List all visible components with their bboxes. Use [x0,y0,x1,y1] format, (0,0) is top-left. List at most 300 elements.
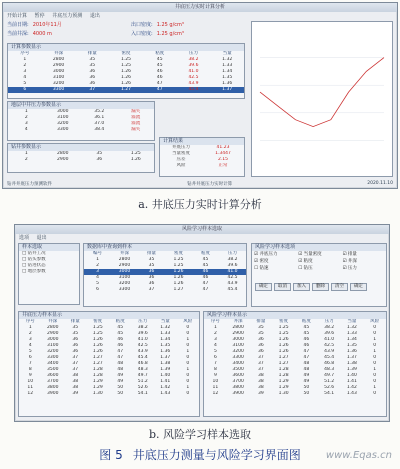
menu-options[interactable]: 选项 [19,235,30,241]
risk-sample-table-cell: 1.27 [278,361,289,366]
pressure-chart [251,21,393,177]
calc-table-cell: 3100 [52,75,65,80]
pressure-sample-table-cell: 41.0 [137,337,148,342]
drill-table-cell: 1.26 [130,157,141,162]
calc-table-cell: 35 [89,57,96,62]
pressure-sample-table-cell: 1.28 [92,373,103,378]
calc-table-cell: 36 [89,75,96,80]
risk-table-cell: 漏失 [131,109,141,114]
calc-table-cell: 45 [156,57,163,62]
pressure-sample-table-cell: 0 [186,331,190,336]
pressure-sample-table-cell: 52.6 [137,385,148,390]
risk-sample-table-cell: 46.8 [324,361,335,366]
risk-sample-table-cell: 0 [373,355,377,360]
pressure-sample-table-cell: 1.27 [92,355,103,360]
pressure-sample-table-cell: 3500 [47,367,59,372]
pressure-sample-table-cell: 0 [186,379,190,384]
pressure-sample-table-cell: 1.26 [92,337,103,342]
menu-start-calc[interactable]: 开始计算 [7,13,28,19]
query-table-cell: 47 [202,281,209,286]
pressure-sample-table-cell: 3300 [47,355,59,360]
calc-table-cell: 1.35 [222,75,233,80]
risk-sample-table-cell: 1.26 [278,343,289,348]
risk-table-cell: 4 [24,127,28,132]
risk-sample-table-cell: 6 [213,355,217,360]
risk-sample-table-cell: 1.25 [278,325,289,330]
calc-table-cell: 39.6 [188,63,199,68]
pressure-sample-table-cell: 48.3 [137,367,148,372]
menu-pause[interactable]: 暂停 [34,13,45,19]
pressure-sample-table-cell: 1.26 [92,343,103,348]
pressure-sample-table-row[interactable] [19,391,199,397]
risk-sample-table-cell: 1.34 [346,337,357,342]
calc-table-cell: 1.26 [121,69,132,74]
risk-sample-table-cell: 37 [258,355,264,360]
calc-table-cell: 3 [23,69,27,74]
query-table-cell: 2800 [118,257,131,262]
risk-sample-table-cell: 47 [303,355,310,360]
info-fields [7,21,127,39]
drill-panel-title: 钻井参数显示 [8,144,154,151]
risk-sample-table-cell: 4 [213,343,217,348]
risk-sample-table-cell: 51.2 [324,379,335,384]
pressure-sample-table-cell: 1.29 [92,379,103,384]
query-table-cell: 3300 [118,287,131,292]
query-table-cell: 1.26 [173,281,184,286]
pressure-sample-table-cell: 3700 [47,379,59,384]
calc-table-cell: 36 [89,69,96,74]
window-b-menubar [15,234,389,242]
pressure-sample-table-cell: 3400 [47,361,59,366]
pressure-sample-table-cell: 2800 [47,325,59,330]
risk-sample-table-cell: 49 [303,373,310,378]
pressure-sample-table-cell: 1.26 [92,349,103,354]
tree-item-label: □ 钻头参数 [22,257,46,262]
query-table-cell: 46 [202,275,209,280]
option-checkbox[interactable]: ☑ 密度 [254,259,269,264]
calc-table-cell: 1.25 [121,57,132,62]
option-button[interactable]: 确定 [255,283,272,291]
pressure-sample-table-cell: 36 [72,337,79,342]
risk-sample-table-row[interactable] [204,391,386,397]
pressure-sample-table-cell: 46 [117,337,124,342]
risk-sample-table-cell: 3600 [232,373,244,378]
risk-sample-table-cell: 35 [258,331,264,336]
drill-table-cell: 1 [24,151,28,156]
option-checkbox[interactable]: ☑ 排量 [342,252,357,257]
calc-table-cell: 36 [89,81,96,86]
pressure-sample-table-cell: 1.39 [160,367,171,372]
query-table-title: 数据库中查询到样本 [84,244,246,251]
window-a-menubar [3,12,397,20]
calc-table-cell: 45.4 [188,87,199,92]
pressure-sample-table-cell: 1.43 [160,391,171,396]
caption-b: b. 风险学习样本选取 [148,428,252,441]
option-checkbox[interactable]: ☑ 压力 [342,266,357,271]
drill-table-cell: 1.25 [130,151,141,156]
pressure-sample-table-cell: 36 [72,343,79,348]
risk-sample-table-cell: 1.41 [346,379,357,384]
risk-sample-table-cell: 42.5 [324,343,335,348]
risk-sample-table-cell: 52.6 [324,385,335,390]
calc-table-cell: 41.0 [188,69,199,74]
pressure-sample-table-cell: 43.9 [137,349,148,354]
risk-sample-table-cell: 1.35 [346,343,357,348]
query-table-cell: 6 [96,287,99,292]
query-table-cell: 37 [148,287,155,292]
calc-table-cell: 1.37 [222,87,233,92]
result-value: 1.3447 [215,151,231,156]
risk-sample-table-cell: 1.28 [278,373,289,378]
status-mid: 钻井井底压力实时计算 [187,182,233,187]
calc-table-cell: 1.36 [222,81,233,86]
calc-table-cell: 2900 [52,63,65,68]
risk-sample-table-cell: 3000 [232,337,244,342]
pressure-sample-table-cell: 49.7 [137,373,148,378]
watermark: www.Eqas.cn [325,450,392,461]
risk-sample-table-cell: 49.7 [324,373,335,378]
pressure-sample-table-cell: 1.25 [92,331,103,336]
result-value: 2.15 [217,157,229,162]
pressure-sample-table-cell: 3 [28,337,32,342]
query-table-cell: 36 [148,269,155,274]
calc-table-cell: 46 [156,75,163,80]
drill-table-cell: 36 [96,157,103,162]
query-table-cell: 45.4 [227,287,238,292]
risk-sample-table-cell: 50 [303,391,310,396]
query-table-cell: 2 [96,263,99,268]
field-out-density: 出口密度: 1.25 g/cm³ [131,22,184,28]
calc-table-header: 序号 井深 排量 密度 粘度 压力 当量 [20,51,232,56]
pressure-sample-table-cell: 37 [72,367,79,372]
option-button[interactable]: 清空 [331,283,348,291]
risk-table-cell: 1 [24,109,28,114]
risk-table-row[interactable] [8,127,154,133]
option-button[interactable]: 取消 [274,283,291,291]
risk-panel-title: 地层中井压力参数显示 [8,102,154,109]
menu-exit-b[interactable]: 退出 [36,235,47,241]
pressure-sample-table-cell: 1 [186,349,190,354]
query-table-cell: 47 [202,287,209,292]
risk-table-cell: 溢流 [131,121,141,126]
pressure-sample-table-cell: 8 [28,367,32,372]
risk-params-panel [7,101,155,141]
pressure-sample-table-cell: 39.6 [137,331,148,336]
risk-sample-panel [203,311,387,417]
risk-sample-table-cell: 10 [212,379,219,384]
option-checkbox[interactable]: ☑ 井底压力 [254,252,278,257]
menu-predict[interactable]: 井底压力预测 [52,13,83,19]
pressure-sample-table-cell: 3800 [47,385,59,390]
pressure-sample-table-cell: 1.41 [160,379,171,384]
option-checkbox[interactable]: ☑ 当量密度 [298,252,322,257]
risk-sample-table-cell: 11 [212,385,219,390]
options-title: 风险学习样本选项 [252,244,386,251]
risk-table-cell: 漏失 [131,127,141,132]
query-table-cell: 39.6 [227,263,238,268]
pressure-sample-table-cell: 46.8 [137,361,148,366]
risk-sample-table-cell: 38 [258,385,264,390]
pressure-line [260,58,384,127]
tree-item-label: □ 钻井工况 [22,251,46,256]
pressure-sample-table-cell: 49 [117,373,124,378]
figure-title: 井底压力测量与风险学习界面图 [132,448,301,462]
option-checkbox[interactable]: ☐ 钻速 [254,266,269,271]
result-label: 风险 [176,163,186,168]
density-fields [131,21,231,39]
query-table-cell: 1.25 [173,257,184,262]
risk-sample-table-cell: 1 [373,367,377,372]
pressure-sample-table-cell: 1.42 [160,385,171,390]
pressure-sample-table-cell: 38.2 [137,325,148,330]
risk-table-cell: 37.0 [94,121,105,126]
risk-sample-table-cell: 1.26 [278,349,289,354]
pressure-sample-table-cell: 42.5 [137,343,148,348]
risk-sample-table-cell: 1.30 [278,391,289,396]
pressure-sample-table-cell: 38 [72,373,79,378]
risk-sample-table-cell: 1 [373,385,377,390]
right-table-header: 序号 井深 排量 密度 粘度 压力 当量 风险 [210,319,380,324]
risk-sample-table-cell: 35 [258,325,264,330]
pressure-sample-table-cell: 37 [72,361,79,366]
calc-table-cell: 42.5 [188,75,199,80]
pressure-sample-table-cell: 11 [27,385,34,390]
risk-sample-table-cell: 37 [258,367,264,372]
calc-table-cell: 43.9 [188,81,199,86]
risk-sample-table-cell: 38.2 [324,325,335,330]
pressure-sample-table-cell: 50 [117,391,124,396]
query-table-cell: 42.5 [227,275,238,280]
window-a-title: 井底压力实时计算分析 [3,3,397,12]
query-table-cell: 4 [96,275,99,280]
risk-sample-table-cell: 37 [258,361,264,366]
query-table-cell: 3200 [118,281,131,286]
risk-table-cell: 38.4 [94,127,105,132]
risk-sample-table-cell: 2 [213,331,217,336]
calc-table-cell: 4 [23,75,27,80]
pressure-sample-table-cell: 0 [186,391,190,396]
risk-sample-table-cell: 12 [212,391,219,396]
window-pressure-analysis [2,2,398,189]
risk-sample-table-cell: 1.25 [278,331,289,336]
risk-table-cell: 3300 [57,127,69,132]
risk-sample-table-cell: 1.26 [278,337,289,342]
calc-table-cell: 1.25 [121,63,132,68]
risk-table-cell: 3000 [57,109,69,114]
drill-table-cell: 35 [96,151,103,156]
pressure-sample-table-cell: 1.36 [160,349,171,354]
tree-item[interactable] [19,269,79,275]
risk-sample-table-cell: 45 [303,325,310,330]
calc-result-panel [159,137,245,177]
pressure-sample-table-cell: 36 [72,349,79,354]
risk-sample-table-cell: 3500 [232,367,244,372]
pressure-sample-table-cell: 38 [72,379,79,384]
pressure-sample-table-cell: 47 [117,355,124,360]
pressure-sample-table-cell: 3600 [47,373,59,378]
result-value: 正常 [218,163,228,168]
sample-tree-panel [18,243,80,305]
query-table-cell: 3 [96,269,99,274]
option-checkbox[interactable]: ☑ 井深 [342,259,357,264]
risk-sample-table-cell: 38 [258,373,264,378]
option-button[interactable]: 删除 [312,283,329,291]
pressure-sample-table-cell: 12 [27,391,34,396]
calc-table-cell: 1 [23,57,27,62]
risk-sample-table-cell: 47 [303,349,310,354]
calc-table-cell: 6 [23,87,27,92]
calc-table-cell: 37 [89,87,96,92]
risk-table-cell: 36.1 [94,115,105,120]
pressure-sample-table-cell: 1.40 [160,373,171,378]
calc-table-cell: 47 [156,87,163,92]
pressure-sample-table-cell: 10 [27,379,34,384]
pressure-sample-table-cell: 4 [28,343,32,348]
query-table-cell: 1 [96,257,99,262]
risk-sample-table-cell: 0 [373,379,377,384]
query-table-cell: 1.25 [173,263,184,268]
tree-item-label: □ 地层参数 [22,269,46,274]
drill-table-cell: 2800 [57,151,69,156]
risk-sample-table-cell: 43.9 [324,349,335,354]
pressure-sample-table-cell: 51.2 [137,379,148,384]
risk-sample-table-cell: 2900 [232,331,244,336]
pressure-sample-table-cell: 1 [186,337,190,342]
caption-a: a. 井底压力实时计算分析 [138,198,262,211]
calc-table-cell: 5 [23,81,27,86]
risk-sample-table-cell: 3100 [232,343,244,348]
risk-sample-table-cell: 39 [258,391,264,396]
risk-sample-table-cell: 1 [373,349,377,354]
risk-sample-table-cell: 1.29 [278,379,289,384]
risk-sample-table-cell: 36 [258,337,264,342]
calc-table-cell: 1.32 [222,57,233,62]
calc-table-cell: 45 [156,63,163,68]
calc-table-cell: 3300 [52,87,65,92]
query-table-cell: 1.26 [173,269,184,274]
pressure-sample-table-cell: 45 [117,325,124,330]
calc-table-cell: 1.34 [222,69,233,74]
risk-sample-table-cell: 1.33 [346,331,357,336]
risk-sample-table-cell: 0 [373,373,377,378]
pressure-sample-table-cell: 0 [186,343,190,348]
risk-sample-table-cell: 1.42 [346,385,357,390]
pressure-sample-table-cell: 0 [186,325,190,330]
calc-table-cell: 46 [156,69,163,74]
risk-sample-table-cell: 48 [303,361,310,366]
risk-sample-table-cell: 1.39 [346,367,357,372]
risk-table-cell: 溢流 [131,115,141,120]
risk-sample-title: 风险学习样本显示 [204,312,386,319]
query-table-row[interactable] [84,287,246,293]
query-table-cell: 35 [148,263,155,268]
pressure-sample-table-cell: 45.4 [137,355,148,360]
risk-sample-table-cell: 48.3 [324,367,335,372]
risk-sample-table-cell: 39.6 [324,331,335,336]
query-table-cell: 45 [202,257,209,262]
calc-panel-title: 计算参数显示 [8,44,244,51]
drill-table-cell: 2900 [57,157,69,162]
pressure-sample-table-cell: 46 [117,343,124,348]
field-in-density: 入口密度: 1.25 g/cm³ [131,31,184,37]
risk-sample-table-cell: 1.36 [346,349,357,354]
calc-params-panel [7,43,245,99]
tree-title: 样本选取 [19,244,79,251]
pressure-sample-table-cell: 35 [72,325,79,330]
drill-table-row[interactable] [8,157,154,163]
pressure-sample-title: 井底压力样本显示 [19,312,199,319]
result-label: 井底压力 [172,145,190,150]
calc-table-row[interactable] [8,87,244,93]
pressure-sample-table-cell: 1.25 [92,325,103,330]
query-table-header: 编号 井深 排量 密度 粘度 压力 [93,251,237,256]
pressure-sample-table-cell: 49 [117,379,124,384]
calc-table-cell: 2 [23,63,27,68]
pressure-sample-table-cell: 6 [28,355,32,360]
risk-sample-table-cell: 5 [213,349,217,354]
risk-sample-table-cell: 9 [213,373,217,378]
menu-exit[interactable]: 退出 [89,13,100,19]
risk-sample-table-cell: 1.37 [346,355,357,360]
risk-sample-table-cell: 2800 [232,325,244,330]
pressure-sample-table-cell: 2900 [47,331,59,336]
risk-sample-table-cell: 46 [303,343,310,348]
option-checkbox[interactable]: ☑ 粘度 [298,259,313,264]
query-table-cell: 38.2 [227,257,238,262]
risk-sample-table-cell: 3800 [232,385,244,390]
query-table-cell: 35 [148,257,155,262]
risk-table-cell: 2 [24,115,28,120]
pressure-sample-table-cell: 3200 [47,349,59,354]
risk-table-cell: 3200 [57,121,69,126]
query-table-cell: 3100 [118,275,131,280]
pressure-sample-table-cell: 2 [28,331,32,336]
pressure-sample-table-cell: 37 [72,355,79,360]
result-label: 压差 [176,157,186,162]
pressure-sample-panel [18,311,200,417]
risk-sample-table-cell: 49 [303,379,310,384]
calc-table-cell: 1.33 [222,63,233,68]
pressure-sample-table-cell: 47 [117,349,124,354]
option-button[interactable]: 加入 [293,283,310,291]
risk-sample-table-cell: 45.4 [324,355,335,360]
pressure-sample-table-cell: 1.35 [160,343,171,348]
risk-sample-table-cell: 1.43 [346,391,357,396]
calc-table-cell: 3200 [52,81,65,86]
risk-table-cell: 3100 [57,115,69,120]
risk-sample-table-cell: 1 [213,325,217,330]
query-table-cell: 1.26 [173,275,184,280]
pressure-sample-table-cell: 1.33 [160,331,171,336]
tree-item-label: □ 钻进状态 [22,263,46,268]
risk-sample-table-cell: 1.32 [346,325,357,330]
pressure-sample-table-cell: 48 [117,367,124,372]
pressure-chart-svg [252,22,392,176]
pressure-sample-table-cell: 1.34 [160,337,171,342]
pressure-sample-table-cell: 38 [72,385,79,390]
option-button[interactable]: 确定 [350,283,367,291]
pressure-sample-table-cell: 3900 [47,391,59,396]
query-table-cell: 36 [148,281,155,286]
risk-sample-table-cell: 1.29 [278,385,289,390]
risk-sample-table-cell: 38 [258,379,264,384]
risk-sample-table-cell: 0 [373,391,377,396]
option-checkbox[interactable]: ☐ 钻压 [298,266,313,271]
pressure-sample-table-cell: 39 [72,391,79,396]
risk-sample-table-cell: 36 [258,349,264,354]
window-risk-learning [14,224,390,422]
pressure-sample-table-cell: 1.38 [160,361,171,366]
